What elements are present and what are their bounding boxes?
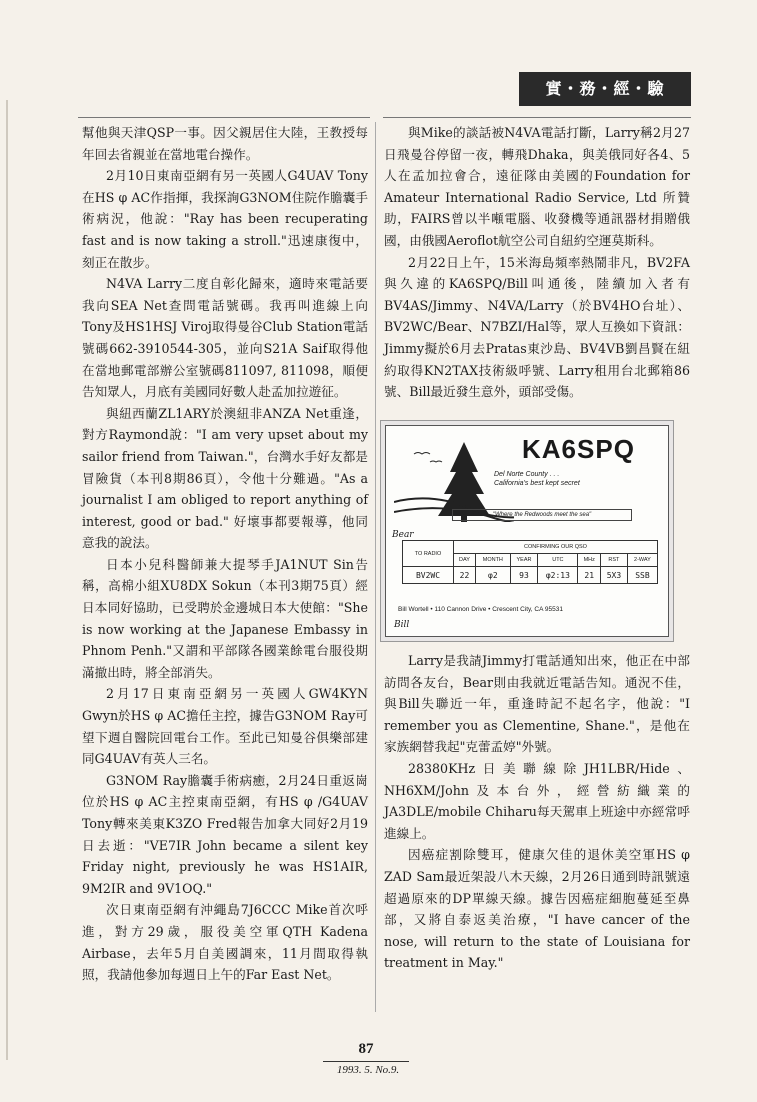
qsl-signature: Bill [394, 620, 410, 630]
issue-date: 1993. 5. No.9. [336, 1064, 400, 1076]
section-title: 實・務・經・驗 [545, 79, 665, 98]
paragraph: 28380KHz日美聯線除JH1LBR/Hide、NH6XM/John及本台外，經營紡織業的JA3DLE/mobile Chiharu每天駕車上班途中亦經常呼進線上。 [384, 760, 690, 841]
qsl-col-header: DAY [454, 554, 476, 567]
qsl-table [402, 540, 658, 584]
qsl-value: 21 [578, 567, 601, 584]
qsl-col-header: MHz [578, 554, 601, 567]
right-column-top [384, 122, 690, 403]
paragraph: 2月17日東南亞網另一英國人GW4KYN Gwyn於HS φ AC擔任主控，據告G3NOM Ray可望下週自醫院回電台工作。至此已知曼谷俱樂部建同G4UAV有英人三名。 [82, 686, 368, 767]
qsl-value: 5X3 [600, 567, 627, 584]
qsl-confirming-header: CONFIRMING OUR QSO [454, 541, 658, 554]
qsl-callsign: KA6SPQ [522, 434, 635, 464]
footer-rule [323, 1061, 409, 1062]
right-column-bottom [384, 650, 690, 974]
paragraph: 次日東南亞網有沖繩島7J6CCC Mike首次呼進，對方29歲，服役美空軍QTH Kadena Airbase，去年5月自美國調來，11月間取得執照，我請他參加每週日上午的Far East Net。 [82, 902, 368, 983]
top-rule-right [383, 117, 691, 118]
page-edge-shadow [6, 100, 8, 1060]
qsl-to-callsign: BV2WC [403, 567, 454, 584]
qsl-tagline [494, 470, 580, 488]
qsl-card-photo [380, 420, 674, 642]
paragraph: 2月22日上午，15米海島頻率熱鬧非凡，BV2FA與久違的KA6SPQ/Bill叫通後，陸續加入者有BV4AS/Jimmy、N4VA/Larry（於BV4HO台址）、BV2WC/Bear、N7BZI/Hal等，眾人互換如下資訊：Jimmy擬於6月去Pratas東沙島、BV4VB劉昌賢在紐約取得KN2TAX技術級呼號、Larry租用台北郵箱86號、Bill最近發生意外，頭部受傷。 [384, 254, 690, 400]
qsl-value: 22 [454, 567, 476, 584]
qsl-value: φ2:13 [538, 567, 578, 584]
qsl-tagline-2: California's best kept secret [494, 480, 580, 487]
qsl-col-header: 2-WAY [627, 554, 657, 567]
paragraph: 幫他與天津QSP一事。因父親居住大陸，王教授每年回去省親並在當地電台操作。 [82, 125, 368, 162]
qsl-value: 93 [510, 567, 538, 584]
qsl-handwritten-to: Bear [392, 530, 414, 540]
qsl-value: SSB [627, 567, 657, 584]
paragraph: Larry是我請Jimmy打電話通知出來，他正在中部訪問各友台，Bear則由我就近電話告知。通況不佳，與Bill失聯近一年，重逢時記不起名字，他說："I remember you as Clementine, Shane."，是他在家族網替我起"克蕾孟婷"外號。 [384, 653, 690, 755]
section-header [519, 72, 691, 106]
qsl-to-header: TO RADIO [403, 541, 454, 567]
qsl-col-header: RST [600, 554, 627, 567]
paragraph: G3NOM Ray膽囊手術病癒，2月24日重返崗位於HS φ AC主控東南亞網，有HS φ /G4UAV Tony轉來美東K3ZO Fred報告加拿大同好2月19日去逝："VE7IR John became a silent key Friday night, previously he was HS1AIR, 9M2IR and 9V1OQ." [82, 772, 368, 896]
qsl-col-header: YEAR [510, 554, 538, 567]
top-rule-left [78, 117, 370, 118]
left-column [82, 122, 368, 986]
qsl-address: Bill Wortell • 110 Cannon Drive • Crescent City, CA 95531 [398, 606, 563, 613]
qsl-col-header: UTC [538, 554, 578, 567]
column-divider [375, 122, 376, 1012]
qsl-tagline-1: Del Norte County . . . [494, 471, 560, 478]
paragraph: N4VA Larry二度自彰化歸來，適時來電話要我向SEA Net查問電話號碼。我再叫進線上向Tony及HS1HSJ Viroj取得曼谷Club Station電話號碼662-3910544-305，並向S21A Saif取得他在當地郵電部辦公室號碼811097, 811098，順便告知眾人，月底有美國同好數人赴孟加拉遊征。 [82, 276, 368, 400]
paragraph: 與紐西蘭ZL1ARY於澳紐非ANZA Net重逢，對方Raymond說："I am very upset about my sailor friend from Taiwan."，台灣水手好友都是冒險貨（本刊8期86頁），令他十分難過。"As a journalist I am obliged to report anything of interest, good or bad." 好壞事都要報導，他同意我的說法。 [82, 405, 368, 551]
qsl-col-header: MONTH [475, 554, 510, 567]
paragraph: 與Mike的談話被N4VA電話打斷，Larry稱2月27日飛曼谷停留一夜，轉飛Dhaka，與美俄同好各4、5人在孟加拉會合，遠征隊由美國的Foundation for Amateur International Radio Service, Ltd 所贊助，FAIRS曾以半噸電腦、收發機等通訊器材捐贈俄國，由俄國Aeroflot航空公司自紐約空運莫斯科。 [384, 125, 690, 248]
paragraph: 日本小兒科醫師兼大提琴手JA1NUT Sin告稱，高棉小組XU8DX Sokun（本刊3期75頁）經日本同好協助，已受聘於金邊城日本大使館："She is now working at the Japanese Embassy in Phnom Penh."又謂和平部隊各國業餘電台服役期滿撤出時，將全部消失。 [82, 556, 368, 680]
paragraph: 2月10日東南亞網有另一英國人G4UAV Tony在HS φ AC作指揮，我探詢G3NOM住院作膽囊手術病況，他說："Ray has been recuperating fast and is now taking a stroll."迅速康復中，刻正在散步。 [82, 168, 368, 270]
qsl-slogan: "Where the Redwoods meet the sea" [452, 509, 632, 521]
qsl-card [385, 425, 669, 637]
paragraph: 因癌症割除雙耳，健康欠佳的退休美空軍HS φ ZAD Sam最近架設八木天線，2月26日通到時訊號遠超過原來的DP單線天線。據告因癌症細胞蔓延至鼻部，又將自泰返美治療，"I have cancer of the nose, will return to the state of Louisiana for treatment in May." [384, 847, 690, 971]
page-number: 87 [358, 1041, 374, 1057]
qsl-value: φ2 [475, 567, 510, 584]
